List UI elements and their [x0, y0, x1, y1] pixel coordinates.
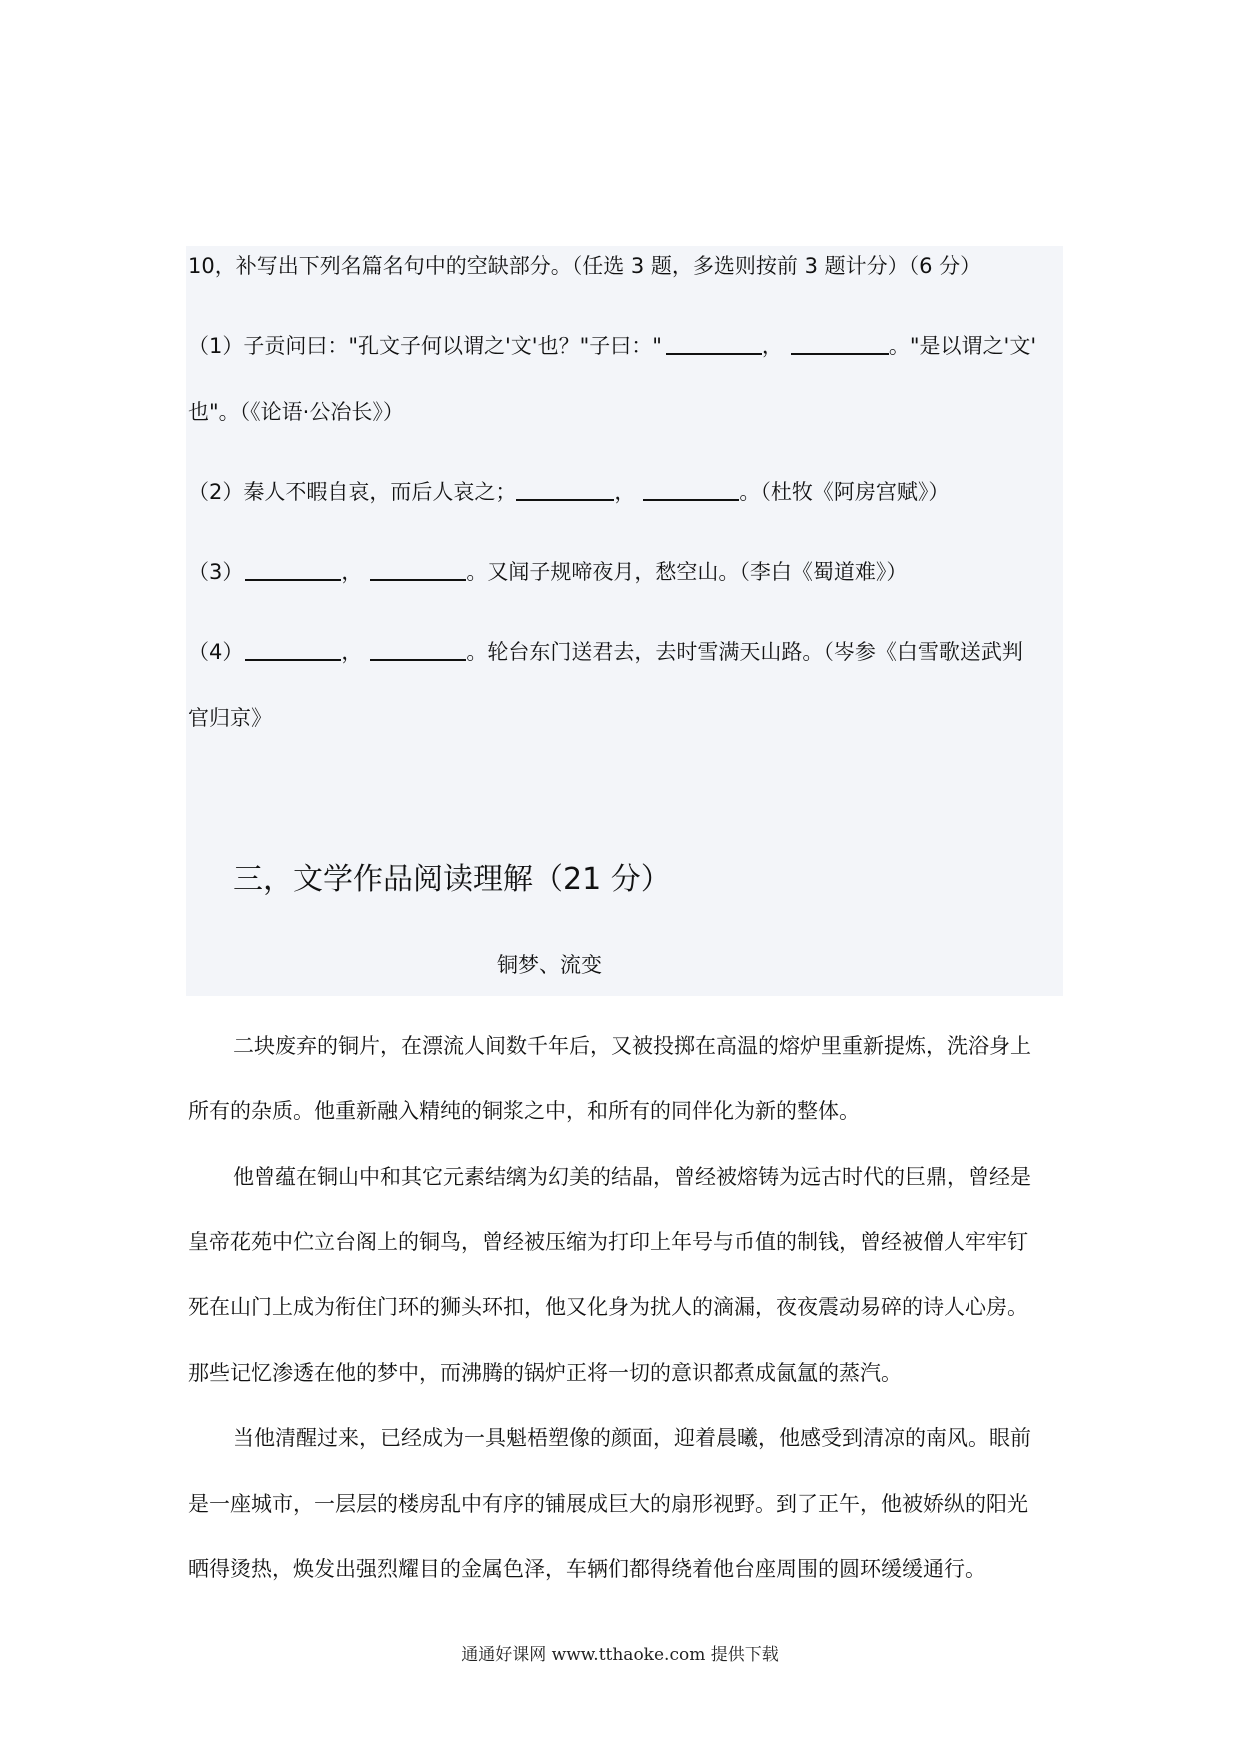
article-paragraph-1-line-2: 所有的杂质。他重新融入精纯的铜浆之中，和所有的同伴化为新的整体。	[188, 1099, 860, 1123]
item-2-text-end: 。（杜牧《阿房宫赋》）	[739, 480, 950, 504]
article-title: 铜梦、流变	[497, 953, 602, 977]
answer-blank[interactable]	[245, 637, 341, 661]
item-1-text-end: 。"是以谓之'文'	[888, 334, 1037, 358]
article-paragraph-3-line-1: 当他清醒过来，已经成为一具魁梧塑像的颜面，迎着晨曦，他感受到清凉的南风。眼前	[233, 1426, 1031, 1450]
item-3-number: （3）	[188, 560, 244, 584]
article-paragraph-3-line-3: 晒得烫热，焕发出强烈耀目的金属色泽，车辆们都得绕着他台座周围的圆环缓缓通行。	[188, 1557, 986, 1581]
article-paragraph-3-line-2: 是一座城市，一层层的楼房乱中有序的铺展成巨大的扇形视野。到了正午，他被娇纵的阳光	[188, 1492, 1028, 1516]
separator: ，	[341, 560, 363, 584]
separator: ，	[341, 640, 363, 664]
item-2-text: （2）秦人不暇自哀，而后人哀之；	[188, 480, 517, 504]
article-paragraph-2-line-4: 那些记忆渗透在他的梦中，而沸腾的锅炉正将一切的意识都煮成氤氲的蒸汽。	[188, 1361, 902, 1385]
item-4-number: （4）	[188, 640, 244, 664]
article-paragraph-2-line-1: 他曾蕴在铜山中和其它元素结缡为幻美的结晶，曾经被熔铸为远古时代的巨鼎，曾经是	[233, 1165, 1031, 1189]
separator: ，	[761, 334, 783, 358]
question-10-item-4-continued: 官归京》	[188, 706, 272, 730]
question-10-item-2	[188, 477, 949, 507]
answer-blank[interactable]	[516, 477, 614, 501]
item-1-text: （1）子贡问曰："孔文子何以谓之'文'也？"子曰："	[188, 334, 662, 358]
answer-blank[interactable]	[370, 637, 466, 661]
page-footer: 通通好课网 www.tthaoke.com 提供下载	[461, 1645, 779, 1665]
question-10-item-4	[188, 637, 1023, 667]
question-10-item-3	[188, 557, 907, 587]
section-heading: 三，文学作品阅读理解（21 分）	[233, 862, 671, 897]
separator: ，	[614, 480, 636, 504]
item-4-text-end: 。轮台东门送君去，去时雪满天山路。（岑参《白雪歌送武判	[466, 640, 1023, 664]
answer-blank[interactable]	[666, 331, 762, 355]
article-paragraph-1-line-1: 二块废弃的铜片，在漂流人间数千年后，又被投掷在高温的熔炉里重新提炼，洗浴身上	[233, 1034, 1031, 1058]
article-paragraph-2-line-2: 皇帝花苑中伫立台阁上的铜鸟，曾经被压缩为打印上年号与币值的制钱，曾经被僧人牢牢钉	[188, 1230, 1028, 1254]
item-3-text-end: 。又闻子规啼夜月，愁空山。（李白《蜀道难》）	[466, 560, 908, 584]
question-10-item-1	[188, 331, 1036, 361]
answer-blank[interactable]	[245, 557, 341, 581]
question-10-title: 10，补写出下列名篇名句中的空缺部分。（任选 3 题，多选则按前 3 题计分）（6 分）	[188, 254, 982, 278]
answer-blank[interactable]	[791, 331, 889, 355]
answer-blank[interactable]	[643, 477, 739, 501]
answer-blank[interactable]	[370, 557, 466, 581]
article-paragraph-2-line-3: 死在山门上成为衔住门环的狮头环扣，他又化身为扰人的滴漏，夜夜震动易碎的诗人心房。	[188, 1295, 1028, 1319]
question-10-item-1-continued: 也"。（《论语·公冶长》）	[188, 400, 404, 424]
